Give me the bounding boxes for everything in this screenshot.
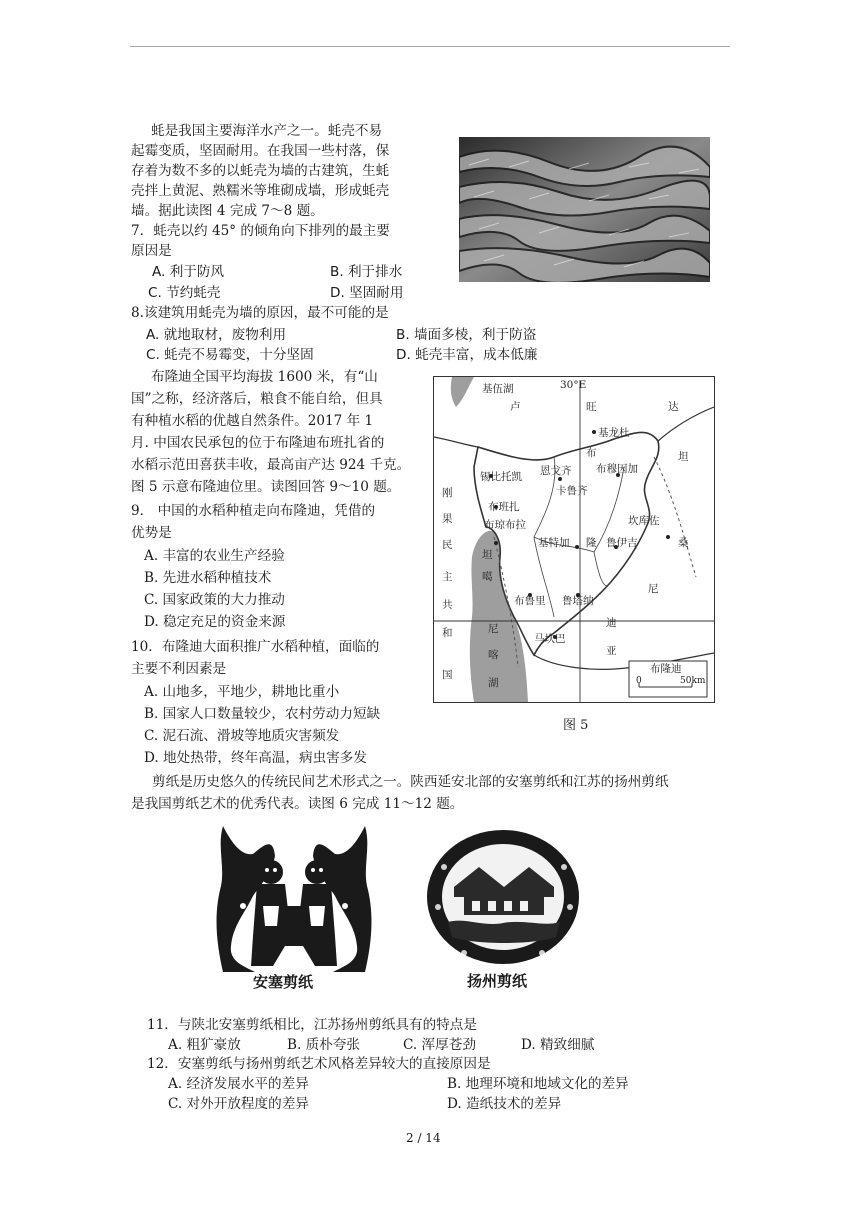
q10-stem-2: 主要不利因素是	[131, 661, 227, 677]
map-lake-kivu-label: 基伍湖	[482, 383, 514, 395]
yangzhou-papercut-image	[424, 827, 582, 967]
q11-option-a: A. 粗犷豪放	[168, 1037, 241, 1053]
map-drc-4: 主	[442, 571, 453, 583]
burundi-intro-line-6: 图 5 示意布隆迪位里。读图回答 9～10 题。	[131, 479, 401, 495]
burundi-map	[433, 376, 715, 703]
oyster-intro-line-4: 壳拌上黄泥、熟糯米等堆砌成墙，形成蚝壳	[131, 183, 390, 199]
q12-option-a: A. 经济发展水平的差异	[168, 1076, 309, 1092]
oyster-intro-line-1: 蚝是我国主要海洋水产之一。蚝壳不易	[151, 123, 383, 139]
q12-option-b: B. 地理环境和地域文化的差异	[447, 1076, 629, 1092]
map-rwanda-1: 卢	[510, 401, 521, 413]
q7-stem-2: 原因是	[131, 243, 172, 259]
map-scale-km: 50km	[680, 676, 706, 686]
q11-stem: 11．与陕北安塞剪纸相比，江苏扬州剪纸具有的特点是	[147, 1017, 477, 1033]
burundi-intro-line-2: 国”之称，经济落后，粮食不能自给，但具	[131, 391, 383, 407]
q7-option-c: C. 节约蚝壳	[148, 285, 221, 301]
q7-option-d: D. 坚固耐用	[330, 285, 404, 301]
q7-option-a: A. 利于防风	[152, 264, 225, 280]
map-city-ngozi: 恩戈齐	[540, 465, 572, 477]
map-drc-5: 共	[442, 599, 453, 611]
map-lake-2: 噶	[482, 571, 493, 583]
map-lon-label: 30°E	[560, 379, 587, 391]
q11-option-c: C. 浑厚苍劲	[403, 1037, 476, 1053]
burundi-intro-line-4: 月. 中国农民承包的位于布隆迪布班扎省的	[131, 435, 385, 451]
q8-option-d: D. 蚝壳丰富，成本低廉	[396, 347, 538, 363]
q10-option-d: D. 地处热带，终年高温，病虫害多发	[144, 750, 367, 766]
q10-option-a: A. 山地多，平地少，耕地比重小	[144, 684, 340, 700]
map-city-makamba: 马坎巴	[534, 633, 566, 645]
q9-option-a: A. 丰富的农业生产经验	[144, 548, 285, 564]
papercut-intro-line-2: 是我国剪纸艺术的优秀代表。读图 6 完成 11～12 题。	[131, 796, 464, 812]
map-drc-1: 刚	[442, 487, 453, 499]
q7-option-b: B. 利于排水	[330, 264, 403, 280]
oyster-intro-line-2: 起霉变质，坚固耐用。在我国一些村落，保	[131, 143, 390, 159]
map-city-kirundo: 基龙杜	[598, 427, 630, 439]
map-city-cankuzo: 坎库佐	[628, 515, 660, 527]
q10-stem-1: 10．布隆迪大面积推广水稻种植，面临的	[131, 639, 380, 655]
map-city-bururi: 布鲁里	[514, 595, 546, 607]
map-city-rutana: 鲁塔纳	[562, 595, 594, 607]
map-lake-1: 坦	[482, 549, 493, 561]
map-tanzania-2: 桑	[678, 537, 689, 549]
q9-stem-1: 9． 中国的水稻种植走向布隆迪，凭借的	[131, 503, 376, 519]
map-drc-2: 果	[442, 513, 453, 525]
map-rwanda-3: 达	[668, 401, 679, 413]
oyster-intro-line-3: 存着为数不多的以蚝壳为墙的古建筑，生蚝	[131, 163, 390, 179]
map-tanzania-4: 亚	[606, 645, 617, 657]
oyster-intro-line-5: 墙。据此读图 4 完成 7～8 题。	[131, 203, 324, 219]
ansai-label: 安塞剪纸	[253, 973, 314, 991]
papercut-intro-line-1: 剪纸是历史悠久的传统民间艺术形式之一。陕西延安北部的安塞剪纸和江苏的扬州剪纸	[152, 774, 669, 790]
map-country-mid-3: 迪	[606, 617, 617, 629]
map-drc-7: 国	[442, 669, 453, 681]
map-lake-4: 喀	[488, 649, 499, 661]
q8-option-a: A. 就地取材，废物利用	[146, 327, 287, 343]
map-city-muyinga: 布穆因加	[596, 463, 638, 475]
burundi-intro-line-5: 水稻示范田喜获丰收，最高亩产达 924 千克。	[131, 457, 411, 473]
map-caption: 图 5	[563, 718, 589, 733]
q12-option-c: C. 对外开放程度的差异	[168, 1096, 309, 1112]
q7-stem-1: 7．蚝壳以约 45° 的倾角向下排列的最主要	[131, 223, 390, 239]
q12-option-d: D. 造纸技术的差异	[447, 1096, 562, 1112]
map-drc-3: 民	[442, 539, 453, 551]
q10-option-b: B. 国家人口数量较少，农村劳动力短缺	[144, 706, 381, 722]
lake-kivu	[451, 377, 474, 407]
q9-stem-2: 优势是	[131, 525, 172, 541]
map-city-bujumbura: 布琼布拉	[484, 519, 526, 531]
map-tanzania-3: 尼	[648, 583, 659, 595]
yangzhou-label: 扬州剪纸	[467, 972, 528, 990]
burundi-intro-line-1: 布隆迪全国平均海拔 1600 米，有“山	[151, 369, 378, 385]
q10-option-c: C. 泥石流、滑坡等地质灾害频发	[144, 728, 340, 744]
q9-option-b: B. 先进水稻种植技术	[144, 570, 272, 586]
q9-option-d: D. 稳定充足的资金来源	[144, 614, 286, 630]
map-inset-label: 布隆迪	[650, 663, 682, 675]
q11-option-b: B. 质朴夸张	[287, 1037, 361, 1053]
q12-stem: 12．安塞剪纸与扬州剪纸艺术风格差异较大的直接原因是	[147, 1056, 491, 1072]
map-city-gitega: 基特加	[538, 537, 570, 549]
map-rwanda-2: 旺	[586, 401, 597, 413]
q11-option-d: D. 精致细腻	[521, 1037, 595, 1053]
map-city-bubanza: 布班扎	[488, 501, 520, 513]
q8-stem: 8.该建筑用蚝壳为墙的原因，最不可能的是	[131, 305, 389, 321]
map-city-ruyigi: 鲁伊吉	[606, 537, 638, 549]
map-drc-6: 和	[442, 627, 453, 639]
map-city-cibitoke: 锡比托凯	[480, 471, 522, 483]
ansai-papercut-image	[213, 826, 375, 972]
map-tanzania-1: 坦	[678, 451, 689, 463]
header-rule	[130, 46, 730, 47]
map-country-mid-2: 隆	[586, 537, 597, 549]
map-city-karusi: 卡鲁齐	[556, 485, 588, 497]
map-lake-5: 湖	[488, 677, 499, 689]
map-scale-zero: 0	[636, 676, 642, 686]
page-number: 2 / 14	[406, 1131, 441, 1145]
q8-option-c: C. 蚝壳不易霉变，十分坚固	[146, 347, 314, 363]
map-country-mid-1: 布	[586, 447, 597, 459]
burundi-intro-line-3: 有种植水稻的优越自然条件。2017 年 1	[131, 413, 374, 429]
oyster-wall-photo	[459, 137, 710, 282]
q9-option-c: C. 国家政策的大力推动	[144, 592, 285, 608]
map-lake-3: 尼	[488, 623, 499, 635]
q8-option-b: B. 墙面多棱，利于防盗	[396, 327, 537, 343]
